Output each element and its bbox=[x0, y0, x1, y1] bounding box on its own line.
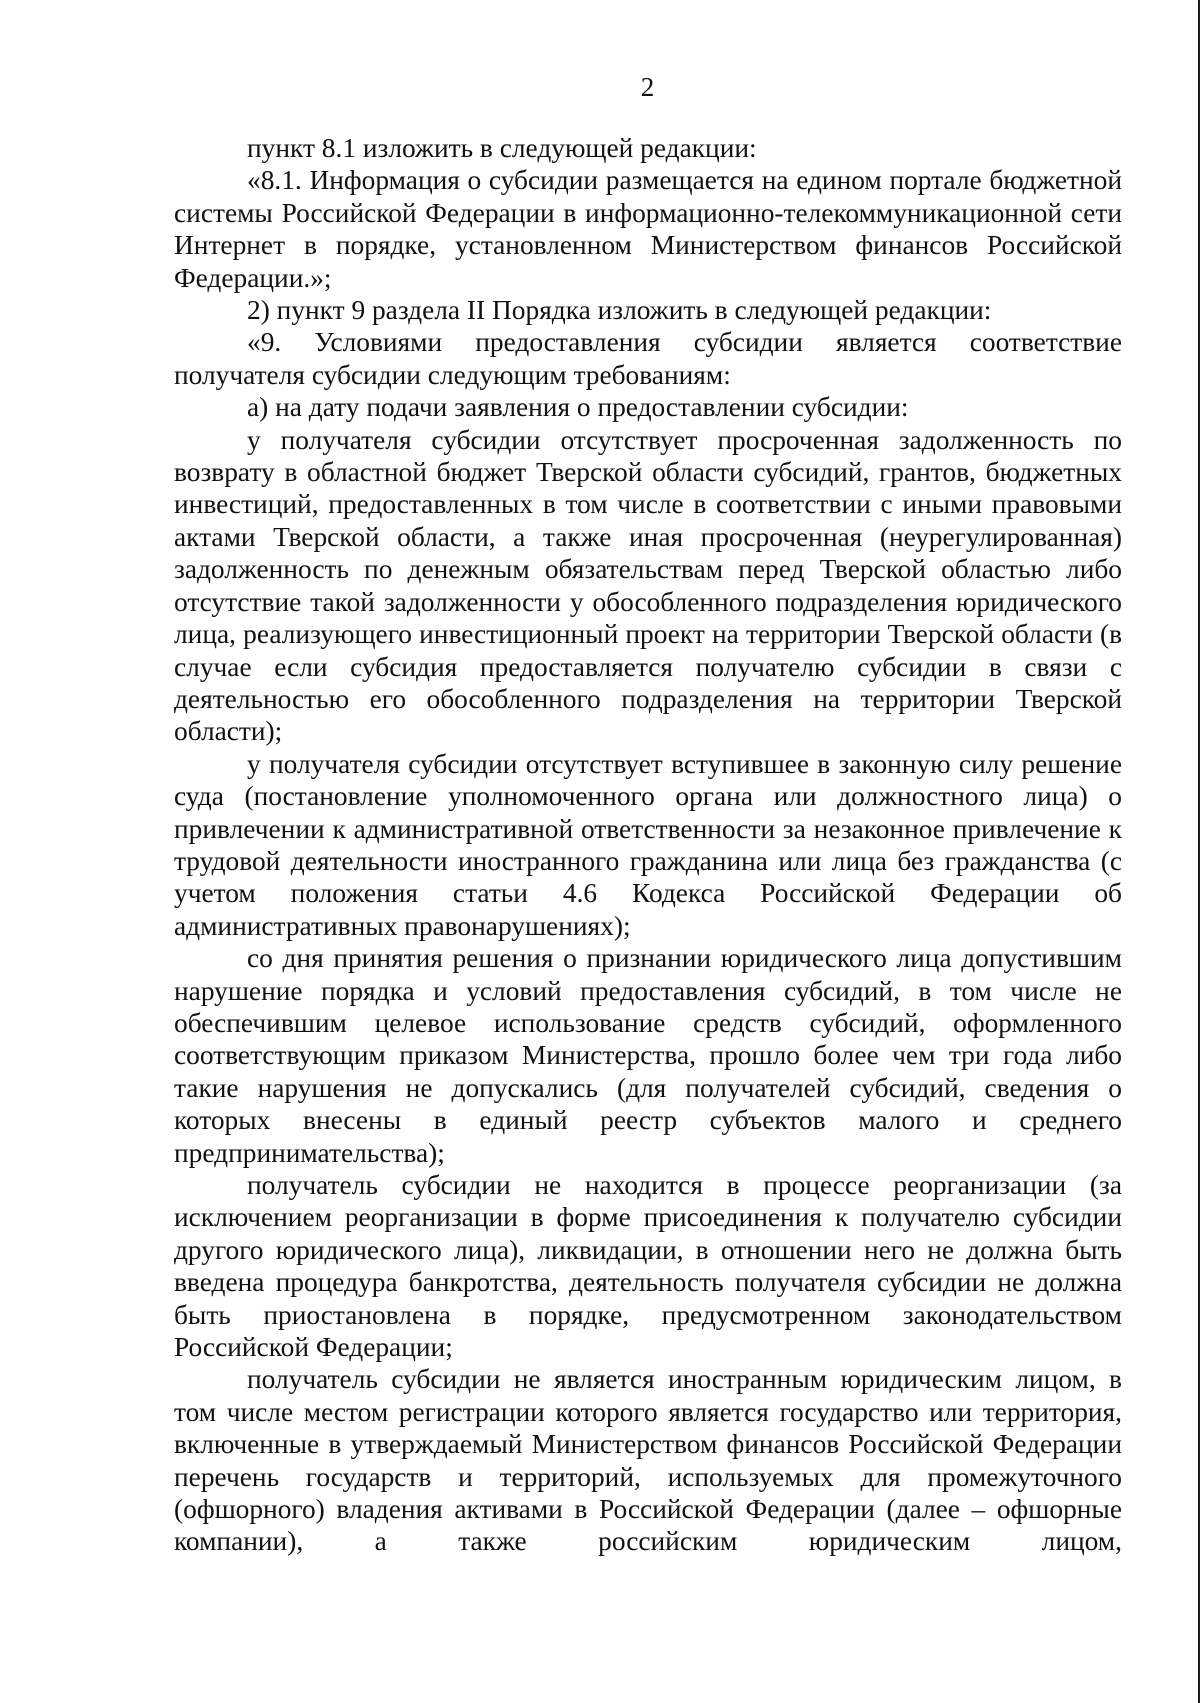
paragraph: 2) пункт 9 раздела II Порядка изложить в следующей редакции: bbox=[247, 295, 992, 326]
paragraph: у получателя субсидии отсутствует просроченная задолженность по возврату в областной бюджет Тверской области субсидий, грантов, бюджетных инвестиций, предоставленных в том числе в соответствии с иными правовыми актами Тверской области, а также иная просроченная (неурегулированная) задолженность по денежным обязательствам перед Тверской областью либо отсутствие такой задолженности у обособленного подразделения юридического лица, реализующего инвестиционный проект на территории Тверской области (в случае если субсидия предоставляется получателю субсидии в связи с деятельностью его обособленного подразделения на территории Тверской области); bbox=[174, 424, 1122, 747]
paragraph: «8.1. Информация о субсидии размещается на едином портале бюджетной системы Российской Федерации в информационно-телекоммуникационной сети Интернет в порядке, установленном Министерством финансов Российской Федерации.»; bbox=[174, 165, 1122, 293]
paragraph: получатель субсидии не находится в процессе реорганизации (за исключением реорганизации в форме присоединения к получателю субсидии другого юридического лица), ликвидации, в отношении него не должна быть введена процедура банкротства, деятельность получателя субсидии не должна быть приостановлена в порядке, предусмотренном законодательством Российской Федерации; bbox=[174, 1170, 1122, 1363]
paragraph: со дня принятия решения о признании юридического лица допустившим нарушение порядка и условий предоставления субсидий, в том числе не обеспечившим целевое использование средств субсидий, оформленного соответствующим приказом Министерства, прошло более чем три года либо такие нарушения не допускались (для получателей субсидий, сведения о которых внесены в единый реестр субъектов малого и среднего предпринимательства); bbox=[174, 943, 1122, 1168]
paragraph: «9. Условиями предоставления субсидии является соответствие получателя субсидии следующим требованиям: bbox=[174, 327, 1122, 390]
paragraph: у получателя субсидии отсутствует вступившее в законную силу решение суда (постановление уполномоченного органа или должностного лица) о привлечении к административной ответственности за незаконное привлечение к трудовой деятельности иностранного гражданина или лица без гражданства (с учетом положения статьи 4.6 Кодекса Российской Федерации об административных правонарушениях); bbox=[174, 748, 1122, 941]
paragraph: пункт 8.1 изложить в следующей редакции: bbox=[247, 133, 757, 163]
paragraph: получатель субсидии не является иностранным юридическим лицом, в том числе местом регистрации которого является государство или территория, включенные в утверждаемый Министерством финансов Российской Федерации перечень государств и территорий, используемых для промежуточного (офшорного) владения активами в Российской Федерации (далее – офшорные компании), а также российским юридическим лицом, bbox=[174, 1364, 1122, 1557]
document-body bbox=[174, 132, 1122, 1558]
page-number: 2 bbox=[640, 72, 655, 102]
paragraph: а) на дату подачи заявления о предоставлении субсидии: bbox=[247, 392, 909, 423]
